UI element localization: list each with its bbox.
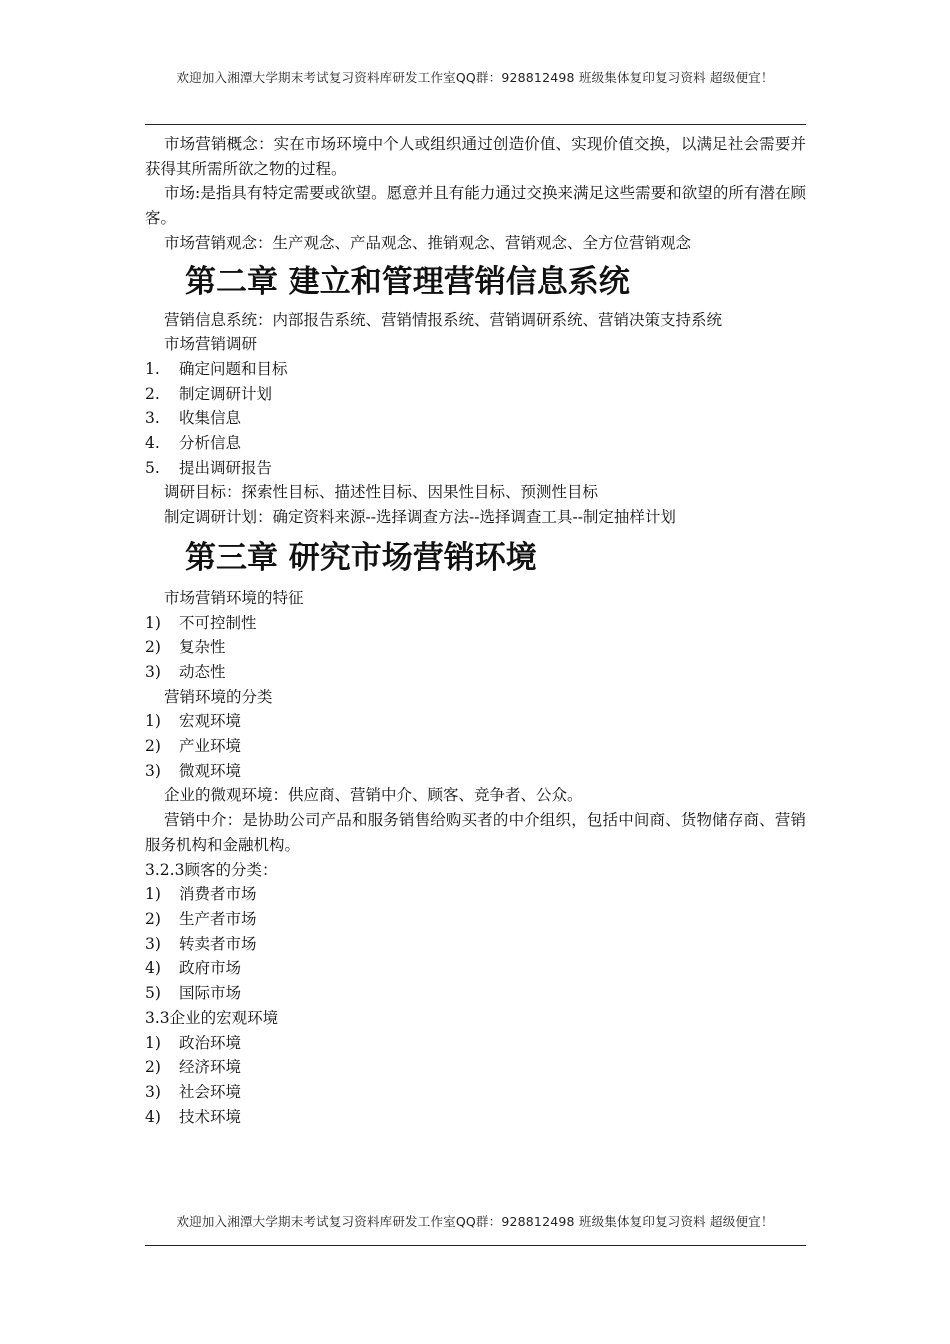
list-item: [145, 406, 806, 431]
list-text: 确定问题和目标: [179, 359, 288, 378]
list-text: 收集信息: [179, 409, 242, 428]
list-text: 政府市场: [179, 959, 242, 978]
list-item: [145, 882, 806, 907]
list-item: [145, 907, 806, 932]
list-number: 1.: [145, 359, 160, 378]
environment-features-list: [145, 611, 806, 685]
list-item: [145, 709, 806, 734]
intro-marketing-concept: 市场营销概念：实在市场环境中个人或组织通过创造价值、实现价值交换，以满足社会需要并获得其所需所欲之物的过程。: [145, 135, 806, 178]
list-item: [145, 660, 806, 685]
list-item: [145, 382, 806, 407]
list-item: [145, 1080, 806, 1105]
list-item: [145, 932, 806, 957]
list-item: [145, 956, 806, 981]
list-number: 3): [145, 1082, 161, 1101]
chapter-3-title: 第三章 研究市场营销环境: [185, 539, 537, 576]
list-text: 分析信息: [179, 434, 242, 453]
list-item: [145, 981, 806, 1006]
chapter-3-intermediary: 营销中介：是协助公司产品和服务销售给购买者的中介组织，包括中间商、货物储存商、营销服务机构和金融机构。: [145, 811, 806, 854]
list-text: 制定调研计划: [179, 384, 273, 403]
list-item: [145, 734, 806, 759]
environment-types-list: [145, 709, 806, 783]
chapter-3-features-label: 市场营销环境的特征: [164, 588, 304, 607]
chapter-2-info-system: 营销信息系统：内部报告系统、营销情报系统、营销调研系统、营销决策支持系统: [164, 310, 723, 329]
list-item: [145, 759, 806, 784]
list-text: 提出调研报告: [179, 458, 273, 477]
chapter-2-title: 第二章 建立和管理营销信息系统: [185, 263, 630, 300]
list-number: 2): [145, 638, 161, 657]
list-text: 动态性: [179, 662, 226, 681]
list-text: 微观环境: [179, 761, 242, 780]
list-number: 3): [145, 934, 161, 953]
list-text: 消费者市场: [179, 885, 257, 904]
list-text: 经济环境: [179, 1058, 242, 1077]
list-text: 技术环境: [179, 1107, 242, 1126]
list-item: [145, 1055, 806, 1080]
list-number: 2): [145, 737, 161, 756]
chapter-3-customer-label: 3.2.3顾客的分类：: [145, 860, 278, 879]
list-text: 转卖者市场: [179, 934, 257, 953]
customer-types-list: [145, 882, 806, 1006]
intro-marketing-philosophies: 市场营销观念：生产观念、产品观念、推销观念、营销观念、全方位营销观念: [164, 233, 692, 252]
list-number: 2): [145, 1058, 161, 1077]
list-text: 宏观环境: [179, 712, 242, 731]
list-number: 3): [145, 761, 161, 780]
list-number: 3): [145, 662, 161, 681]
list-number: 2.: [145, 384, 160, 403]
chapter-3-types-label: 营销环境的分类: [164, 687, 273, 706]
list-item: [145, 431, 806, 456]
intro-market-definition: 市场:是指具有特定需要或欲望。愿意并且有能力通过交换来满足这些需要和欲望的所有潜在顾客。: [145, 184, 806, 228]
list-item: [145, 357, 806, 382]
list-text: 复杂性: [179, 638, 226, 657]
list-item: [145, 611, 806, 636]
list-number: 1): [145, 712, 161, 731]
list-number: 4.: [145, 434, 160, 453]
list-number: 1): [145, 1033, 161, 1052]
chapter-3-micro-environment: 企业的微观环境：供应商、营销中介、顾客、竞争者、公众。: [164, 786, 583, 805]
list-number: 3.: [145, 409, 160, 428]
page-header-text: 欢迎加入湘潭大学期末考试复习资料库研发工作室QQ群：928812498 班级集体复印复习资料 超级便宜！: [176, 70, 774, 85]
list-item: [145, 1031, 806, 1056]
list-number: 5.: [145, 458, 160, 477]
footer-divider: [145, 1245, 806, 1246]
list-item: [145, 456, 806, 481]
list-text: 不可控制性: [179, 613, 257, 632]
list-text: 国际市场: [179, 984, 242, 1003]
list-number: 1): [145, 613, 161, 632]
chapter-2-research-goals: 调研目标：探索性目标、描述性目标、因果性目标、预测性目标: [164, 483, 599, 502]
list-text: 社会环境: [179, 1082, 242, 1101]
research-steps-list: [145, 357, 806, 481]
list-number: 4): [145, 959, 161, 978]
page-footer-text: 欢迎加入湘潭大学期末考试复习资料库研发工作室QQ群：928812498 班级集体复印复习资料 超级便宜！: [176, 1214, 774, 1229]
list-number: 1): [145, 885, 161, 904]
chapter-2-research-label: 市场营销调研: [164, 335, 258, 354]
list-number: 4): [145, 1107, 161, 1126]
list-text: 产业环境: [179, 737, 242, 756]
document-body: [145, 132, 806, 1129]
macro-environment-list: [145, 1031, 806, 1130]
list-item: [145, 635, 806, 660]
list-text: 生产者市场: [179, 909, 257, 928]
list-number: 5): [145, 984, 161, 1003]
list-item: [145, 1105, 806, 1130]
header-divider: [145, 124, 806, 125]
chapter-2-research-plan: 制定调研计划：确定资料来源--选择调查方法--选择调查工具--制定抽样计划: [164, 508, 676, 527]
chapter-3-macro-label: 3.3企业的宏观环境: [145, 1008, 279, 1027]
list-number: 2): [145, 909, 161, 928]
list-text: 政治环境: [179, 1033, 242, 1052]
